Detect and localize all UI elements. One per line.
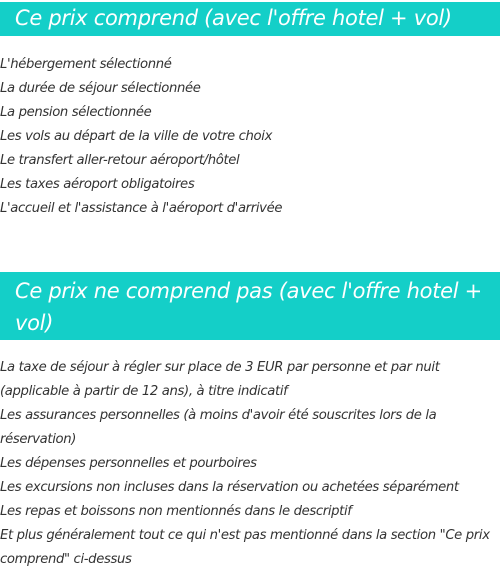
- excluded-item-general: Et plus généralement tout ce qui n'est pas mentionné dans la section "Ce prix comprend" ci-dessus: [0, 528, 490, 567]
- included-section-title: Ce prix comprend (avec l'offre hotel + vol): [0, 2, 500, 36]
- included-item-transfer: Le transfert aller-retour aéroport/hôtel: [0, 153, 240, 168]
- included-item-flights: Les vols au départ de la ville de votre choix: [0, 129, 273, 144]
- included-item-accommodation: L'hébergement sélectionné: [0, 57, 172, 72]
- excluded-item-personal-expenses: Les dépenses personnelles et pourboires: [0, 456, 257, 471]
- included-item-welcome-assistance: L'accueil et l'assistance à l'aéroport d'arrivée: [0, 201, 283, 216]
- included-list: [0, 53, 495, 221]
- included-item-duration: La durée de séjour sélectionnée: [0, 81, 201, 96]
- excluded-item-insurance: Les assurances personnelles (à moins d'avoir été souscrites lors de la réservation): [0, 408, 437, 447]
- excluded-item-meals-drinks: Les repas et boissons non mentionnés dans le descriptif: [0, 504, 352, 519]
- excluded-item-excursions: Les excursions non incluses dans la réservation ou achetées séparément: [0, 480, 459, 495]
- excluded-section-title: Ce prix ne comprend pas (avec l'offre hotel + vol): [0, 272, 500, 340]
- excluded-list: [0, 356, 495, 572]
- included-item-airport-taxes: Les taxes aéroport obligatoires: [0, 177, 195, 192]
- included-item-board: La pension sélectionnée: [0, 105, 152, 120]
- excluded-item-tourist-tax: La taxe de séjour à régler sur place de 3 EUR par personne et par nuit (applicable à partir de 12 ans), à titre indicatif: [0, 360, 440, 399]
